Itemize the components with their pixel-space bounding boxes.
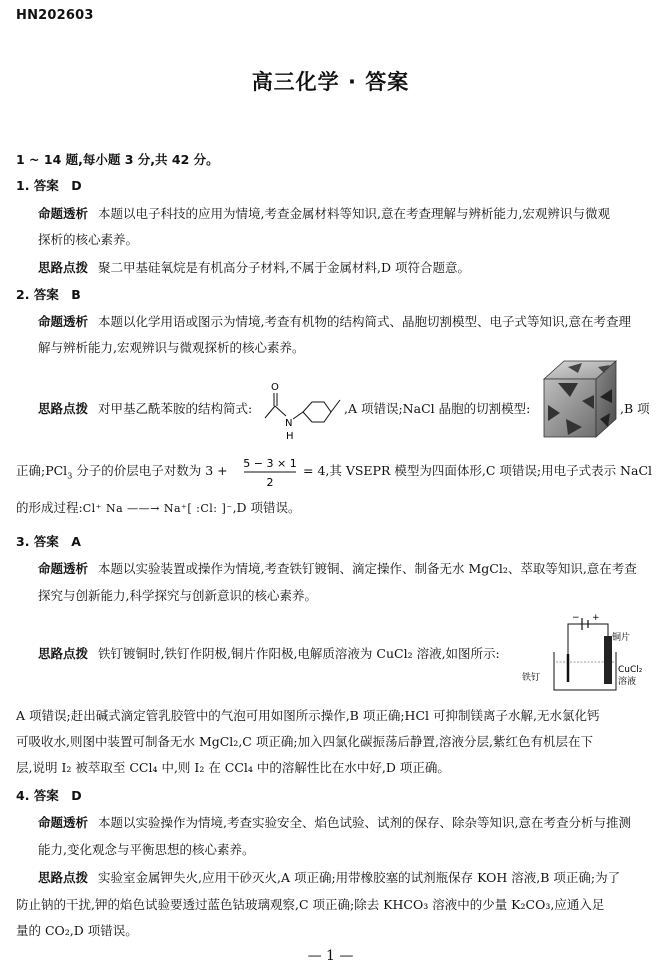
fig-plus: +: [592, 613, 600, 623]
hint-label: 思路点拨: [38, 260, 89, 275]
q2-analysis: 命题透析 本题以化学用语或图示为情境,考查有机物的结构简式、晶胞切割模型、电子式等知识,意在考查理: [38, 314, 631, 329]
nacl-unit-cell-figure: [538, 357, 618, 439]
q3-answer: 3. 答案 A: [16, 534, 81, 549]
acetanilide-structure-figure: [262, 378, 342, 442]
page-number: — 1 —: [307, 948, 354, 964]
q1-analysis: 命题透析 本题以电子科技的应用为情境,考查金属材料等知识,意在考查理解与辨析能力,宏观辨识与微观: [38, 206, 610, 221]
q2-analysis-cont: 解与辨析能力,宏观辨识与微观探析的核心素养。: [38, 340, 305, 355]
q3-hint-line-c: 层,说明 I₂ 被萃取至 CCl₄ 中,则 I₂ 在 CCl₄ 中的溶解性比在水中好,D 项正确。: [16, 760, 450, 775]
struct-o: O: [271, 382, 279, 393]
fig-minus: −: [572, 613, 580, 623]
analysis-label: 命题透析: [38, 815, 89, 830]
analysis-label: 命题透析: [38, 561, 89, 576]
q2-hint-mid: ,A 项错误;NaCl 晶胞的切割模型:: [344, 401, 531, 416]
electroplating-apparatus-figure: [520, 610, 646, 694]
q4-analysis: 命题透析 本题以实验操作为情境,考查实验安全、焰色试验、试剂的保存、除杂等知识,意在考查分析与推测: [38, 815, 631, 830]
q2-hint-line2-end: = 4,其 VSEPR 模型为四面体形,C 项错误;用电子式表示 NaCl: [303, 463, 653, 478]
struct-n: N: [285, 418, 293, 429]
fig-solution-label: 溶液: [618, 677, 637, 687]
analysis-label: 命题透析: [38, 206, 89, 221]
analysis-label: 命题透析: [38, 314, 89, 329]
q4-answer: 4. 答案 D: [16, 788, 82, 803]
q3-hint: 思路点拨 铁钉镀铜时,铁钉作阴极,铜片作阳极,电解质溶液为 CuCl₂ 溶液,如图所示:: [38, 646, 500, 661]
fig-fe-label: 铁钉: [522, 673, 541, 683]
q3-hint-line-b: 可吸收水,则图中装置可制备无水 MgCl₂,C 项正确;加入四氯化碳振荡后静置,溶液分层,紫红色有机层在下: [16, 734, 593, 749]
q1-hint: 思路点拨 聚二甲基硅氧烷是有机高分子材料,不属于金属材料,D 项符合题意。: [38, 260, 470, 275]
frac-num: 5 − 3 × 1: [243, 457, 297, 470]
electron-formula: Cl⁺ Na ——→ Na⁺[ :Cl: ]⁻: [82, 502, 233, 515]
fig-cu-label: 铜片: [612, 633, 631, 643]
q2-hint-end: ,B 项: [620, 401, 650, 416]
q3-hint-line-a: A 项错误;赶出碱式滴定管乳胶管中的气泡可用如图所示操作,B 项正确;HCl 可抑制镁离子水解,无水氯化钙: [16, 708, 600, 723]
hint-label: 思路点拨: [38, 870, 89, 885]
q4-hint-cont-2: 量的 CO₂,D 项错误。: [16, 923, 138, 938]
q3-analysis: 命题透析 本题以实验装置或操作为情境,考查铁钉镀铜、滴定操作、制备无水 MgCl₂、萃取等知识,意在考查: [38, 561, 637, 576]
q2-hint-line2: 正确;PCl$_3$ 分子的价层电子对数为 3 +: [16, 463, 228, 481]
q4-hint-cont-1: 防止钠的干扰,钾的焰色试验要透过蓝色钴玻璃观察,C 项正确;除去 KHCO₃ 溶液中的少量 K₂CO₃,应通入足: [16, 897, 605, 912]
q3-analysis-cont: 探究与创新能力,科学探究与创新意识的核心素养。: [38, 588, 317, 603]
hint-label: 思路点拨: [38, 401, 89, 416]
page-title: 高三化学 · 答案: [251, 70, 410, 94]
q4-analysis-cont: 能力,变化观念与平衡思想的核心素养。: [38, 842, 255, 857]
q2-hint-label-text: 思路点拨 对甲基乙酰苯胺的结构简式:: [38, 401, 253, 416]
frac-den: 2: [266, 476, 274, 489]
q4-hint: 思路点拨 实验室金属钾失火,应用干砂灭火,A 项正确;用带橡胶塞的试剂瓶保存 KOH 溶液,B 项正确;为了: [38, 870, 621, 885]
q1-analysis-cont: 探析的核心素养。: [38, 232, 139, 247]
section-intro: 1 ~ 14 题,每小题 3 分,共 42 分。: [16, 152, 219, 167]
q1-answer: 1. 答案 D: [16, 178, 82, 193]
hint-label: 思路点拨: [38, 646, 89, 661]
q2-answer: 2. 答案 B: [16, 287, 81, 302]
exam-code: HN202603: [16, 8, 94, 23]
fig-solution-formula: CuCl₂: [618, 665, 643, 675]
fraction-figure: [241, 456, 299, 492]
q2-hint-line3: 的形成过程:Cl⁺ Na ——→ Na⁺[ :Cl: ]⁻,D 项错误。: [16, 500, 301, 515]
struct-h: H: [286, 431, 294, 442]
